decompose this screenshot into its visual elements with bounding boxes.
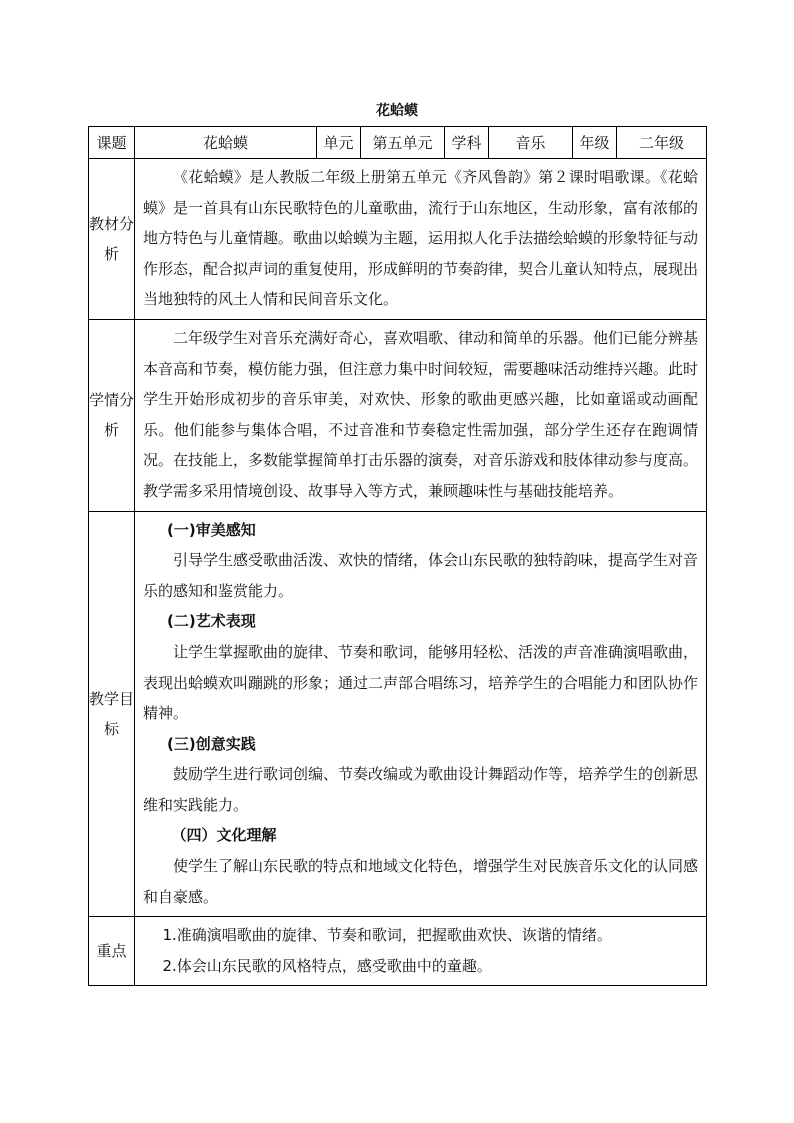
material-text: 《花蛤蟆》是人教版二年级上册第五单元《齐风鲁韵》第２课时唱歌课。《花蛤蟆》是一首具有山东民歌特色的儿童歌曲，流行于山东地区，生动形象，富有浓郁的地方特色与儿童情趣。歌曲以蛤蟆为主题，运用拟人化手法描绘蛤蟆的形象特征与动作形态，配合拟声词的重复使用，形成鲜明的节奏韵律，契合儿童认知特点，展现出当地独特的风土人情和民间音乐文化。 <box>143 168 699 309</box>
key-point-item: 2.体会山东民歌的风格特点，感受歌曲中的童趣。 <box>162 956 492 975</box>
material-label: 教材分析 <box>89 159 135 320</box>
objective-text: 使学生了解山东民歌的特点和地域文化特色，增强学生对民族音乐文化的认同感和自豪感。 <box>143 857 699 906</box>
objective-heading: (三)创意实践 <box>167 734 256 753</box>
objective-text: 鼓励学生进行歌词创编、节奏改编或为歌曲设计舞蹈动作等，培养学生的创新思维和实践能力。 <box>143 765 699 814</box>
key-points-label: 重点 <box>89 917 135 986</box>
grade-label: 年级 <box>573 127 617 159</box>
material-content <box>135 159 707 320</box>
students-row <box>89 319 707 511</box>
grade-value: 二年级 <box>617 127 707 159</box>
objectives-label: 教学目标 <box>89 511 135 917</box>
objective-heading: (二)艺术表现 <box>167 612 256 631</box>
objective-heading: （四）文化理解 <box>171 826 277 845</box>
objective-heading: (一)审美感知 <box>167 520 256 539</box>
subject-label: 学科 <box>445 127 489 159</box>
topic-value: 花蛤蟆 <box>135 127 317 159</box>
key-points-row <box>89 917 707 986</box>
unit-label: 单元 <box>317 127 361 159</box>
key-points-content <box>135 917 707 986</box>
unit-value: 第五单元 <box>361 127 445 159</box>
objectives-content <box>135 511 707 917</box>
material-row <box>89 159 707 320</box>
students-label: 学情分析 <box>89 319 135 511</box>
key-point-item: 1.准确演唱歌曲的旋律、节奏和歌词，把握歌曲欢快、诙谐的情绪。 <box>162 926 612 945</box>
objective-text: 引导学生感受歌曲活泼、欢快的情绪，体会山东民歌的独特韵味，提高学生对音乐的感知和鉴赏能力。 <box>143 551 699 600</box>
lesson-plan-table <box>88 126 707 986</box>
students-text: 二年级学生对音乐充满好奇心，喜欢唱歌、律动和简单的乐器。他们已能分辨基本音高和节奏，模仿能力强，但注意力集中时间较短，需要趣味活动维持兴趣。此时学生开始形成初步的音乐审美，对欢快、形象的歌曲更感兴趣，比如童谣或动画配乐。他们能参与集体合唱，不过音准和节奏稳定性需加强，部分学生还存在跑调情况。在技能上，多数能掌握简单打击乐器的演奏，对音乐游戏和肢体律动参与度高。教学需多采用情境创设、故事导入等方式，兼顾趣味性与基础技能培养。 <box>143 328 699 500</box>
subject-value: 音乐 <box>489 127 573 159</box>
students-content <box>135 319 707 511</box>
header-row <box>89 127 707 159</box>
document-title: 花蛤蟆 <box>376 103 418 119</box>
objective-text: 让学生掌握歌曲的旋律、节奏和歌词，能够用轻松、活泼的声音准确演唱歌曲，表现出蛤蟆欢叫蹦跳的形象；通过二声部合唱练习，培养学生的合唱能力和团队协作精神。 <box>143 642 699 723</box>
objectives-row <box>89 511 707 917</box>
topic-label: 课题 <box>89 127 135 159</box>
